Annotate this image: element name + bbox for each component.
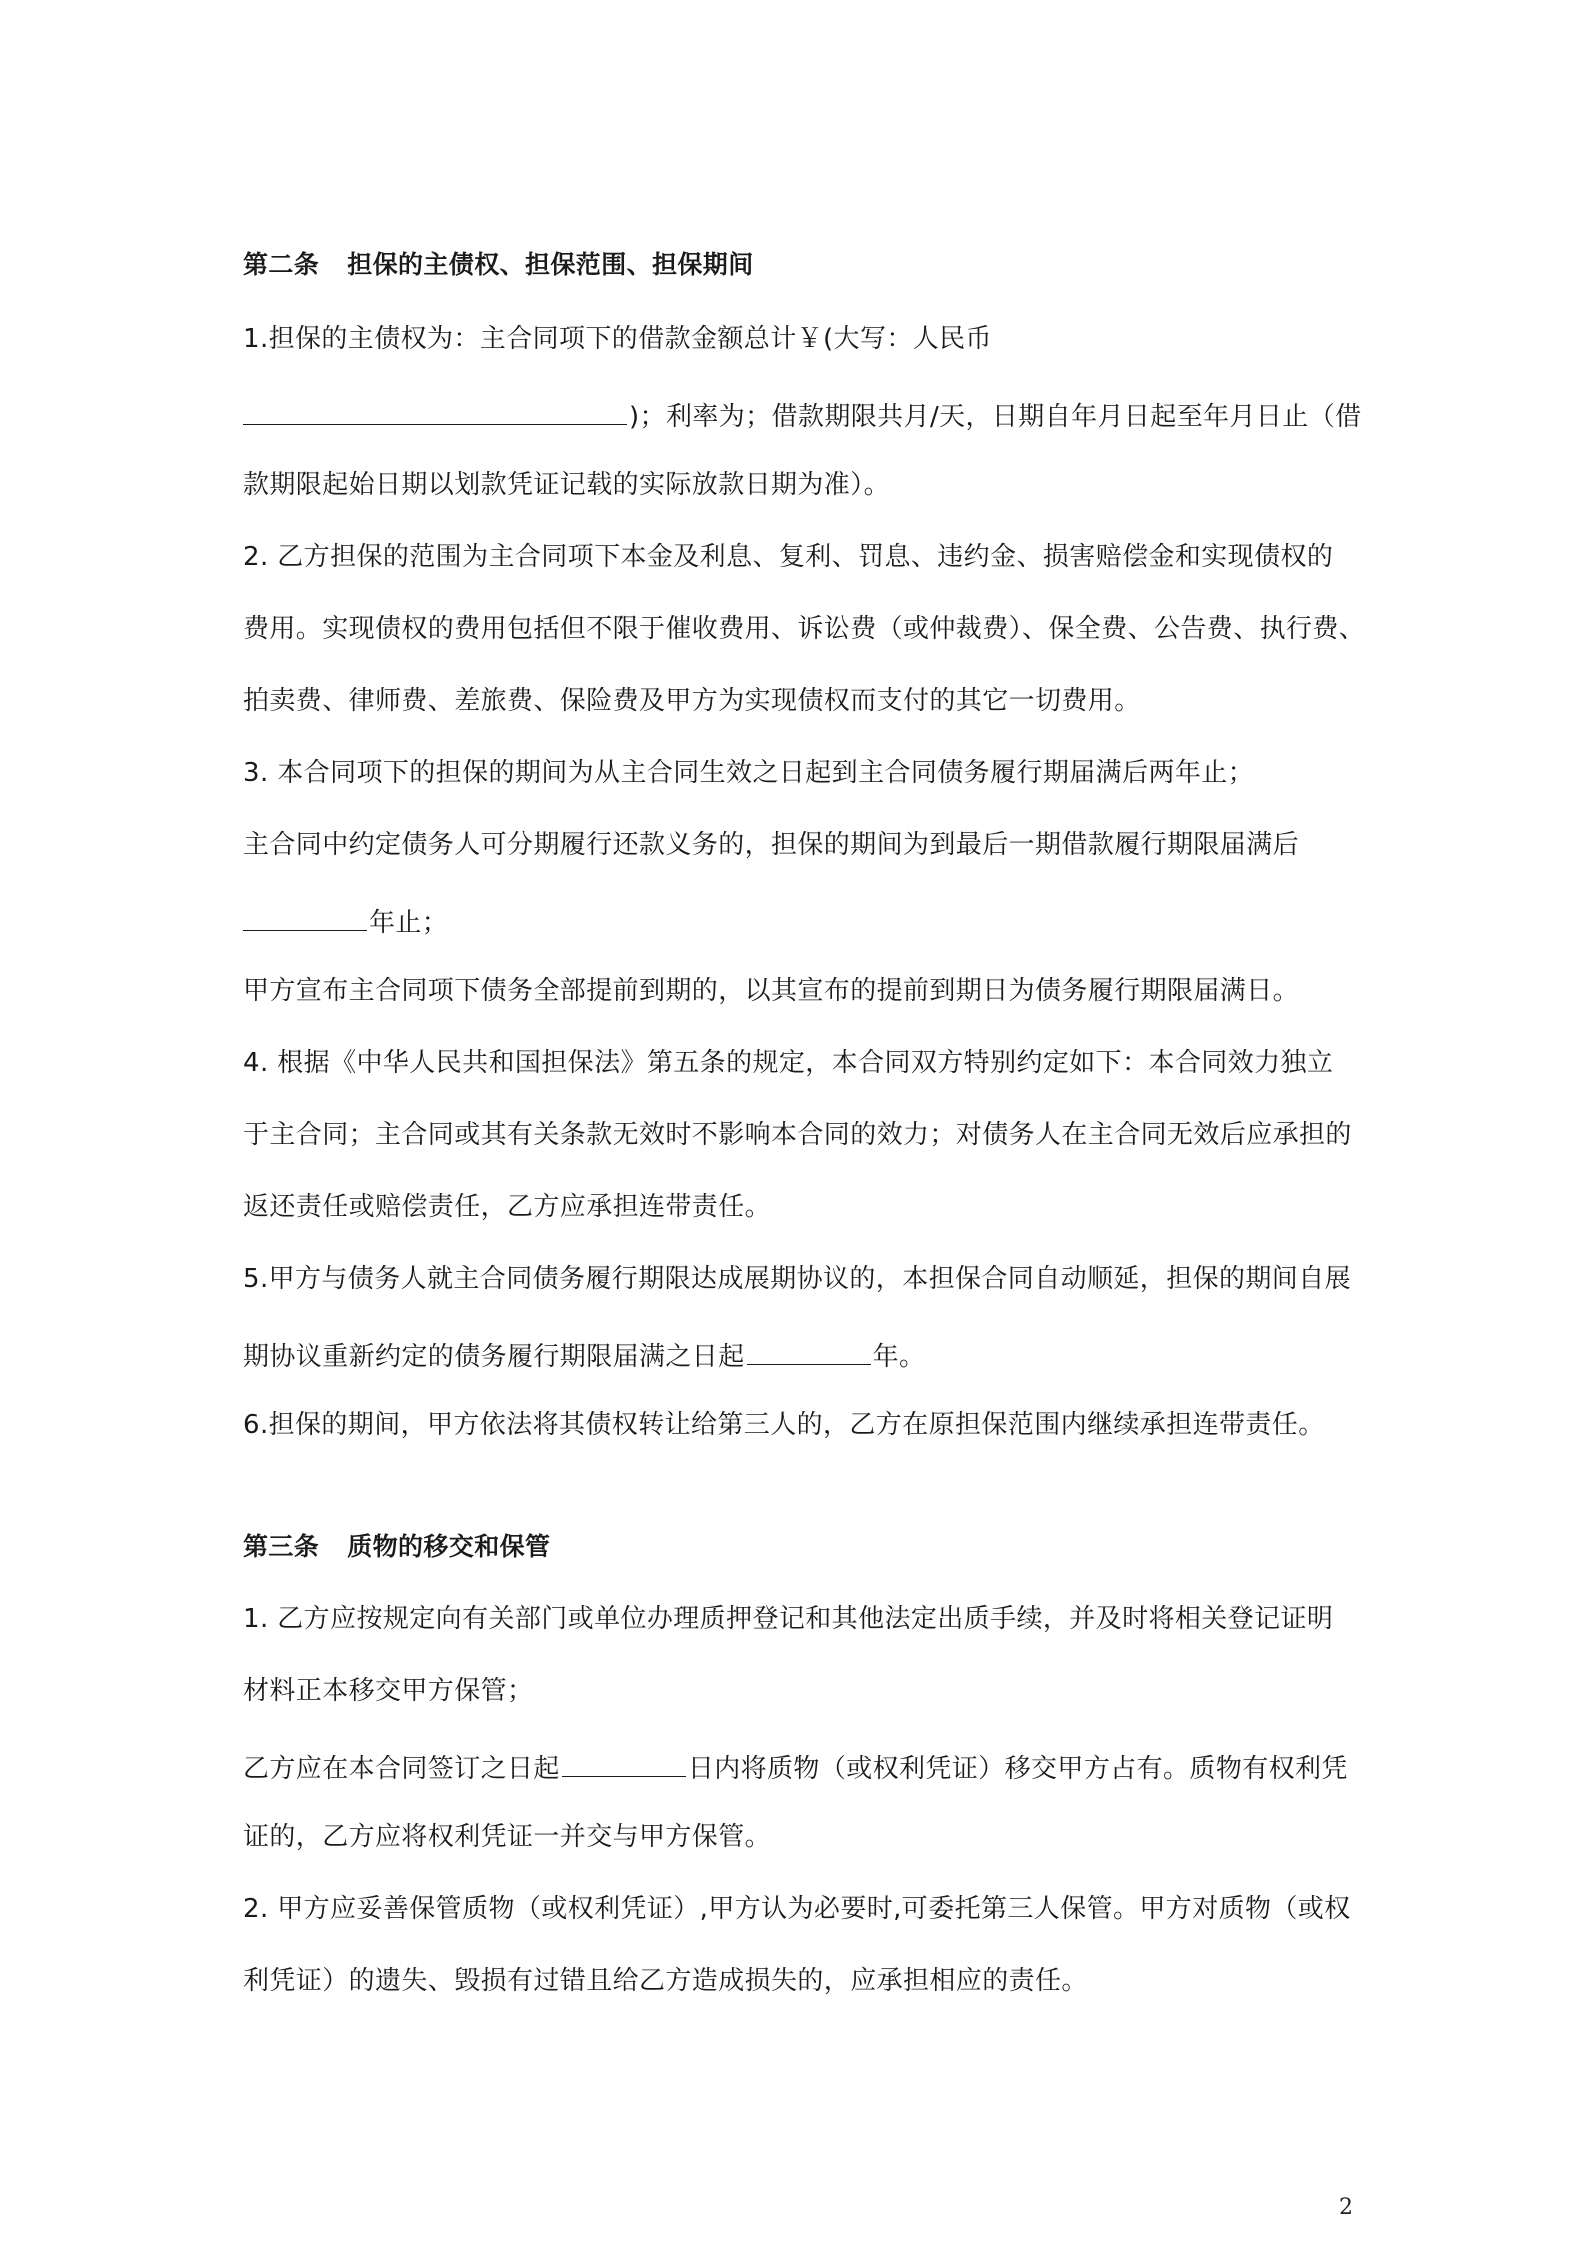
- article-2-para-5-line-2-text-before: 期协议重新约定的债务履行期限届满之日起: [243, 1342, 745, 1372]
- guarantee-years-blank[interactable]: [243, 902, 367, 931]
- article-2-para-4-line-1: 4. 根据《中华人民共和国担保法》第五条的规定，本合同双方特别约定如下：本合同效力独立: [243, 1048, 1334, 1078]
- amount-blank[interactable]: [243, 396, 627, 425]
- article-2-para-5-line-1: 5.甲方与债务人就主合同债务履行期限达成展期协议的，本担保合同自动顺延，担保的期间自展: [243, 1264, 1352, 1294]
- article-2-para-5-line-2-text-after: 年。: [872, 1342, 926, 1372]
- article-2-para-3-line-3-text: 年止；: [369, 908, 449, 938]
- article-2-para-3-line-2: 主合同中约定债务人可分期履行还款义务的，担保的期间为到最后一期借款履行期限届满后: [243, 830, 1300, 860]
- article-2-para-1-line-1: 1.担保的主债权为：主合同项下的借款金额总计￥(大写：人民币: [243, 324, 992, 354]
- article-3-heading: [243, 1530, 550, 1564]
- article-2-para-1-line-2: [243, 396, 1362, 434]
- article-2-para-4-line-3: 返还责任或赔偿责任，乙方应承担连带责任。: [243, 1192, 772, 1222]
- article-2-para-2-line-1: 2. 乙方担保的范围为主合同项下本金及利息、复利、罚息、违约金、损害赔偿金和实现债权的: [243, 542, 1334, 572]
- article-2-para-5-line-2: [243, 1336, 925, 1374]
- article-3-para-1-line-3-text-after: 日内将质物（或权利凭证）移交甲方占有。质物有权利凭: [687, 1754, 1348, 1784]
- article-2-para-4-line-2: 于主合同；主合同或其有关条款无效时不影响本合同的效力；对债务人在主合同无效后应承担的: [243, 1120, 1352, 1150]
- article-2-heading: [243, 248, 754, 282]
- article-2-para-1-line-3: 款期限起始日期以划款凭证记载的实际放款日期为准）。: [243, 470, 891, 500]
- article-3-number: 第三条: [243, 1532, 320, 1561]
- extension-years-blank[interactable]: [747, 1336, 871, 1365]
- article-2-para-2-line-2: 费用。实现债权的费用包括但不限于催收费用、诉讼费（或仲裁费）、保全费、公告费、执行费、: [243, 614, 1366, 644]
- article-3-para-1-line-3: [243, 1748, 1348, 1786]
- document-page: [243, 0, 1366, 2244]
- article-3-para-1-line-1: 1. 乙方应按规定向有关部门或单位办理质押登记和其他法定出质手续，并及时将相关登记证明: [243, 1604, 1334, 1634]
- article-2-para-3-line-3: [243, 902, 448, 940]
- article-2-para-3-line-1: 3. 本合同项下的担保的期间为从主合同生效之日起到主合同债务履行期届满后两年止；: [243, 758, 1255, 788]
- article-3-para-2-line-2: 利凭证）的遗失、毁损有过错且给乙方造成损失的，应承担相应的责任。: [243, 1966, 1088, 1996]
- article-3-para-1-line-3-text-before: 乙方应在本合同签订之日起: [243, 1754, 560, 1784]
- article-2-title: 担保的主债权、担保范围、担保期间: [347, 250, 754, 279]
- article-3-para-2-line-1: 2. 甲方应妥善保管质物（或权利凭证）,甲方认为必要时,可委托第三人保管。甲方对质物（或权: [243, 1894, 1351, 1924]
- article-2-para-1-line-2-text: )；利率为；借款期限共月/天，日期自年月日起至年月日止（借: [629, 402, 1362, 432]
- delivery-days-blank[interactable]: [562, 1748, 686, 1777]
- article-2-para-2-line-3: 拍卖费、律师费、差旅费、保险费及甲方为实现债权而支付的其它一切费用。: [243, 686, 1141, 716]
- article-3-title: 质物的移交和保管: [347, 1532, 551, 1561]
- article-2-para-3-line-4: 甲方宣布主合同项下债务全部提前到期的，以其宣布的提前到期日为债务履行期限届满日。: [243, 976, 1300, 1006]
- article-3-para-1-line-2: 材料正本移交甲方保管；: [243, 1676, 534, 1706]
- article-2-number: 第二条: [243, 250, 320, 279]
- article-3-para-1-line-4: 证的，乙方应将权利凭证一并交与甲方保管。: [243, 1822, 772, 1852]
- article-2-para-6-line-1: 6.担保的期间，甲方依法将其债权转让给第三人的，乙方在原担保范围内继续承担连带责任。: [243, 1410, 1325, 1440]
- page-number: 2: [1339, 2195, 1353, 2220]
